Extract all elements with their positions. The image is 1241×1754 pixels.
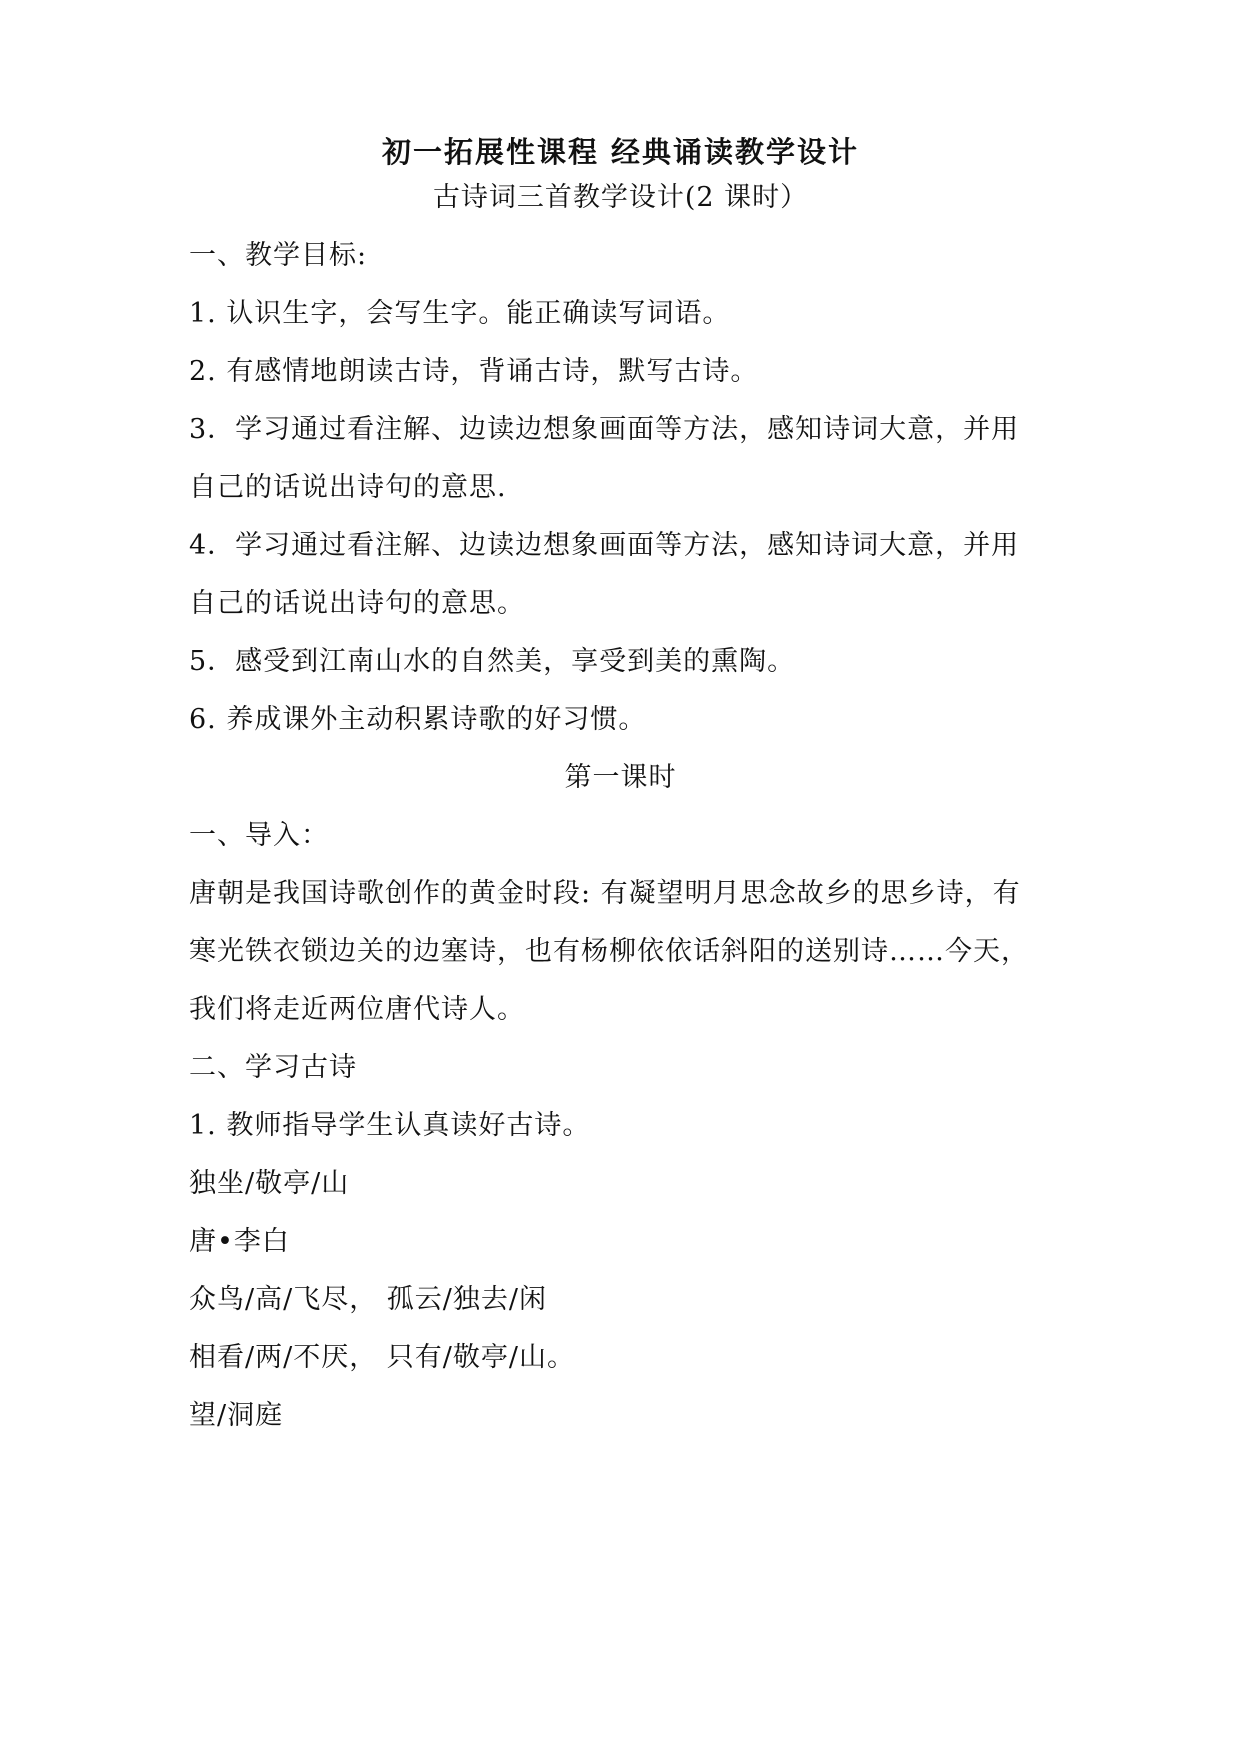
- lesson-heading: 第一课时: [564, 762, 677, 793]
- intro-line-2: 寒光铁衣锁边关的边塞诗，也有杨柳依依话斜阳的送别诗……今天，: [189, 936, 1029, 967]
- document-title: 初一拓展性课程 经典诵读教学设计: [381, 135, 860, 169]
- objective-4-cont: 自己的话说出诗句的意思。: [189, 588, 525, 619]
- intro-line-3: 我们将走近两位唐代诗人。: [189, 994, 525, 1025]
- poem2-title: 望/洞庭: [189, 1400, 284, 1431]
- study-step-1: 1. 教师指导学生认真读好古诗。: [189, 1110, 591, 1141]
- document-subtitle: 古诗词三首教学设计(2 课时）: [432, 182, 809, 213]
- objective-3: 3．学习通过看注解、边读边想象画面等方法，感知诗词大意，并用: [189, 414, 1020, 445]
- poem1-author: 唐•李白: [189, 1226, 290, 1257]
- objective-3-cont: 自己的话说出诗句的意思.: [189, 472, 507, 503]
- poem1-line-1: 众鸟/高/飞尽， 孤云/独去/闲: [189, 1284, 547, 1315]
- intro-heading: 一、导入：: [189, 820, 329, 851]
- objectives-heading: 一、教学目标:: [189, 240, 368, 271]
- intro-line-1: 唐朝是我国诗歌创作的黄金时段: 有凝望明月思念故乡的思乡诗，有: [189, 878, 1021, 909]
- objective-1: 1. 认识生字，会写生字。能正确读写词语。: [189, 298, 731, 329]
- poem1-title: 独坐/敬亭/山: [189, 1168, 350, 1199]
- objective-5: 5．感受到江南山水的自然美，享受到美的熏陶。: [189, 646, 796, 677]
- study-heading: 二、学习古诗: [189, 1052, 357, 1083]
- poem1-line-2: 相看/两/不厌， 只有/敬亭/山。: [189, 1342, 575, 1373]
- objective-2: 2. 有感情地朗读古诗，背诵古诗，默写古诗。: [189, 356, 759, 387]
- objective-6: 6. 养成课外主动积累诗歌的好习惯。: [189, 704, 647, 735]
- objective-4: 4．学习通过看注解、边读边想象画面等方法，感知诗词大意，并用: [189, 530, 1020, 561]
